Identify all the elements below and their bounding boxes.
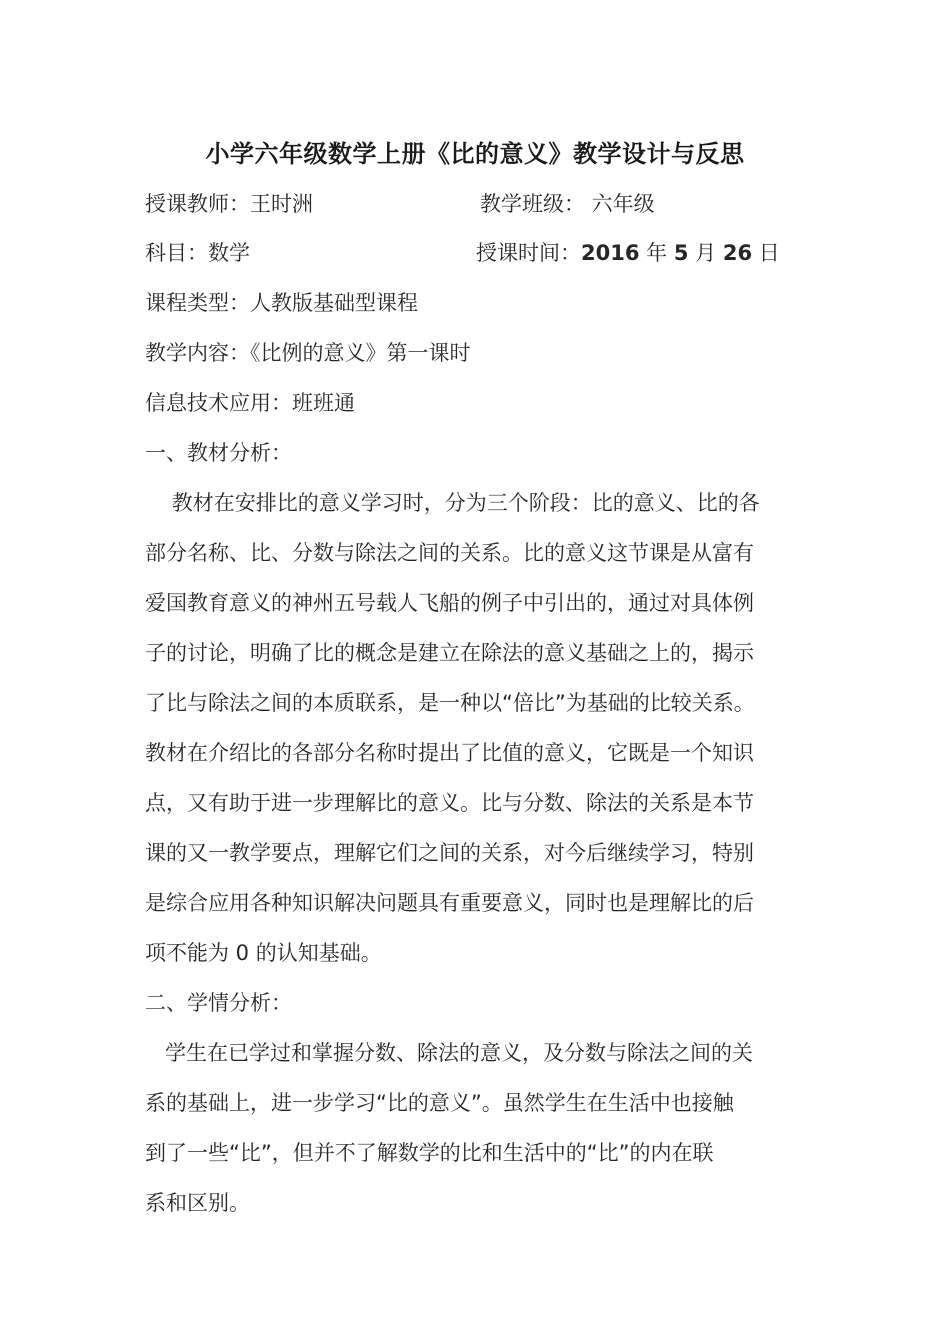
time-day: 日 [758, 241, 780, 265]
paragraph-line: 学生在已学过和掌握分数、除法的意义，及分数与除法之间的关 [145, 1041, 754, 1065]
paragraph-line: 到了一些“比”，但并不了解数学的比和生活中的“比”的内在联 [145, 1141, 714, 1165]
page-title: 小学六年级数学上册《比的意义》教学设计与反思 [205, 140, 745, 168]
time-day-num: 26 [722, 241, 753, 265]
section-heading-materials: 一、教材分析： [145, 441, 292, 465]
time-year: 年 [646, 241, 668, 265]
paragraph-line: 部分名称、比、分数与除法之间的关系。比的意义这节课是从富有 [145, 541, 754, 565]
paragraph-line: 课的又一教学要点，理解它们之间的关系，对今后继续学习，特别 [145, 841, 754, 865]
teaching-content: 教学内容：《比例的意义》第一课时 [145, 341, 471, 365]
paragraph-line: 子的讨论，明确了比的概念是建立在除法的意义基础之上的，揭示 [145, 641, 754, 665]
time-month-num: 5 [673, 241, 689, 265]
paragraph-line: 系和区别。 [145, 1191, 250, 1215]
subject-info: 科目：数学 [145, 241, 250, 265]
paragraph-line: 了比与除法之间的本质联系，是一种以“倍比”为基础的比较关系。 [145, 691, 755, 715]
time-label: 授课时间： [476, 241, 581, 265]
time-year-num: 2016 [581, 241, 640, 265]
time-month: 月 [695, 241, 717, 265]
teacher-info: 授课教师：王时洲 [145, 192, 313, 216]
paragraph-line: 教材在介绍比的各部分名称时提出了比值的意义，它既是一个知识 [145, 741, 754, 765]
paragraph-line: 爱国教育意义的神州五号载人飞船的例子中引出的，通过对具体例 [145, 591, 754, 615]
paragraph-line: 点，又有助于进一步理解比的意义。比与分数、除法的关系是本节 [145, 791, 754, 815]
paragraph-line: 是综合应用各种知识解决问题具有重要意义，同时也是理解比的后 [145, 891, 754, 915]
paragraph-line: 教材在安排比的意义学习时，分为三个阶段：比的意义、比的各 [145, 491, 760, 515]
paragraph-line: 项不能为 0 的认知基础。 [145, 941, 382, 965]
section-heading-learners: 二、学情分析： [145, 991, 292, 1015]
class-info: 教学班级： 六年级 [480, 192, 655, 216]
course-type: 课程类型：人教版基础型课程 [145, 291, 418, 315]
paragraph-line: 系的基础上，进一步学习“比的意义”。虽然学生在生活中也接触 [145, 1091, 734, 1115]
tech-application: 信息技术应用：班班通 [145, 391, 355, 415]
time-info [476, 237, 780, 267]
